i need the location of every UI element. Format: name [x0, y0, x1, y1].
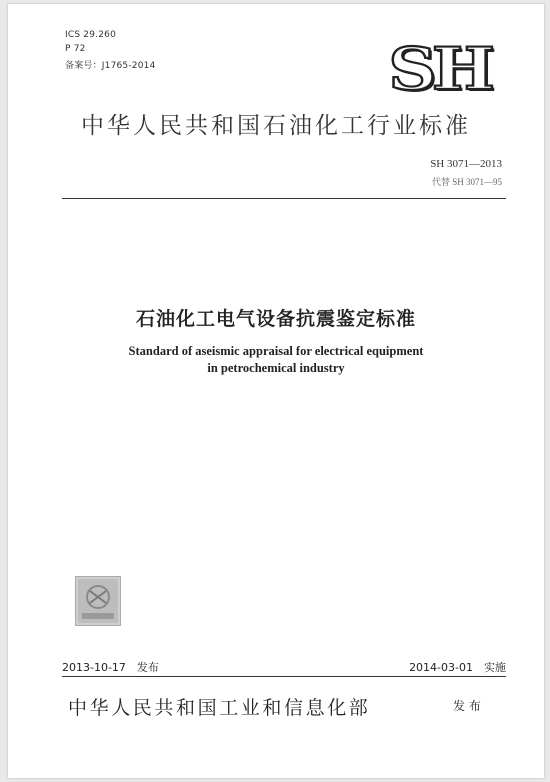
- ccs-code: P 72: [65, 44, 86, 54]
- ics-code: ICS 29.260: [65, 30, 117, 40]
- industry-standard-title: 中华人民共和国石油化工行业标准: [81, 113, 471, 139]
- standard-title-en-line1: Standard of aseismic appraisal for electrical equipment: [128, 344, 424, 358]
- effective-date: 2014-03-01 实施: [409, 661, 506, 674]
- publish-label: 发 布: [453, 699, 481, 713]
- standard-title-en-line2: in petrochemical industry: [207, 361, 345, 375]
- top-divider: [62, 198, 506, 199]
- filing-number: 备案号：J1765-2014: [65, 61, 156, 71]
- sh-logo: [384, 35, 494, 103]
- standard-title-cn: 石油化工电气设备抗震鉴定标准: [135, 308, 416, 330]
- standard-cover-page: [8, 4, 544, 778]
- issue-date: 2013-10-17 发布: [62, 661, 159, 674]
- replaces-standard: 代替 SH 3071—95: [431, 177, 502, 187]
- standard-number: SH 3071—2013: [430, 158, 502, 170]
- sh-logo-text: SH: [388, 35, 490, 103]
- anti-counterfeit-seal-icon: [75, 576, 121, 626]
- bottom-divider: [62, 676, 506, 677]
- publisher-name: 中华人民共和国工业和信息化部: [68, 697, 371, 719]
